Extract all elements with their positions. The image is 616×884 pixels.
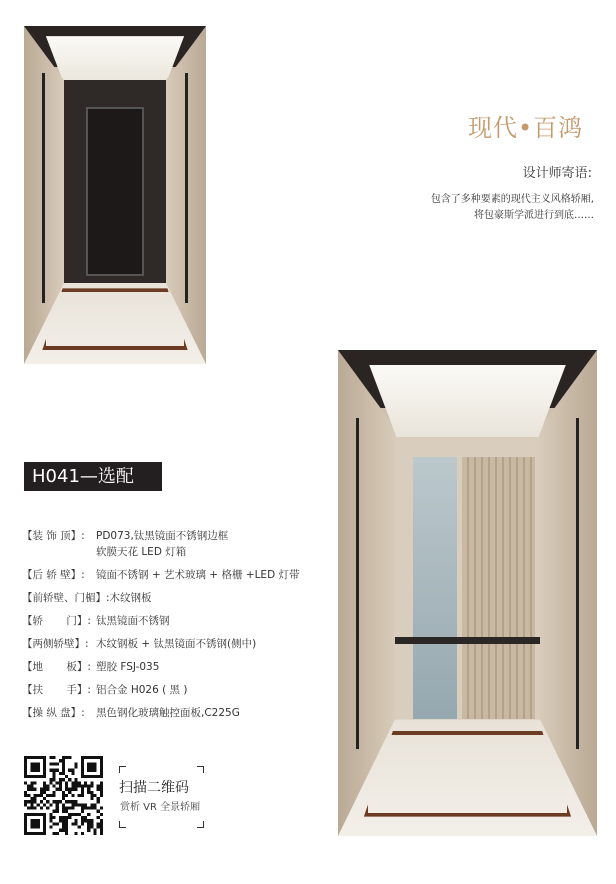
spec-label: 【轿 门】:	[22, 615, 91, 627]
spec-value: 木纹钢板 + 钛黑镜面不锈钢(侧中)	[96, 638, 257, 650]
designer-text-line: 将包豪斯学派进行到底……	[474, 210, 594, 221]
spec-value: 铝合金 H026 ( 黑 )	[96, 684, 188, 696]
spec-value: 黑色钢化玻璃触控面板,C225G	[96, 707, 240, 719]
spec-row-ceiling	[22, 528, 300, 560]
spec-row-control-panel	[22, 705, 300, 721]
elevator-image-top	[24, 26, 206, 364]
spec-row-side-walls	[22, 636, 300, 652]
spec-label: 【后 轿 壁】:	[22, 569, 85, 581]
spec-row-handrail	[22, 682, 300, 698]
spec-value-line: 软膜天花 LED 灯箱	[96, 546, 187, 558]
scan-frame	[119, 766, 204, 828]
spec-value: 塑胶 FSJ-035	[96, 661, 160, 673]
spec-row-floor	[22, 659, 300, 675]
spec-row-rear-wall	[22, 567, 300, 583]
spec-value: 钛黑镜面不锈钢	[96, 615, 170, 627]
qr-code[interactable]	[24, 756, 103, 835]
model-badge: H041—选配	[24, 462, 162, 491]
spec-value: 镜面不锈钢 + 艺术玻璃 + 格栅 +LED 灯带	[96, 569, 300, 581]
spec-row-front-wall	[22, 590, 300, 606]
spec-value-line: PD073,钛黑镜面不锈钢边框	[96, 530, 229, 542]
elevator-image-bottom	[338, 350, 597, 836]
spec-list	[22, 528, 300, 721]
spec-value: 木纹钢板	[109, 592, 152, 604]
spec-label: 【两侧轿壁】:	[22, 638, 89, 650]
brand-title: 现代•百鸿	[468, 114, 584, 142]
spec-label: 【前轿壁、门楣】:	[22, 592, 110, 604]
designer-text-line: 包含了多种要素的现代主义风格轿厢,	[430, 194, 594, 205]
qr-title: 扫描二维码	[119, 780, 189, 796]
spec-label: 【扶 手】:	[22, 684, 91, 696]
spec-label: 【地 板】:	[22, 661, 91, 673]
spec-value	[96, 528, 228, 560]
spec-label: 【装 饰 顶】:	[22, 530, 85, 542]
spec-row-car-door	[22, 613, 300, 629]
designer-heading: 设计师寄语:	[522, 166, 592, 181]
designer-text	[431, 192, 594, 224]
qr-subtitle: 赏析 VR 全景轿厢	[120, 802, 201, 813]
spec-label: 【操 纵 盘】:	[22, 707, 85, 719]
